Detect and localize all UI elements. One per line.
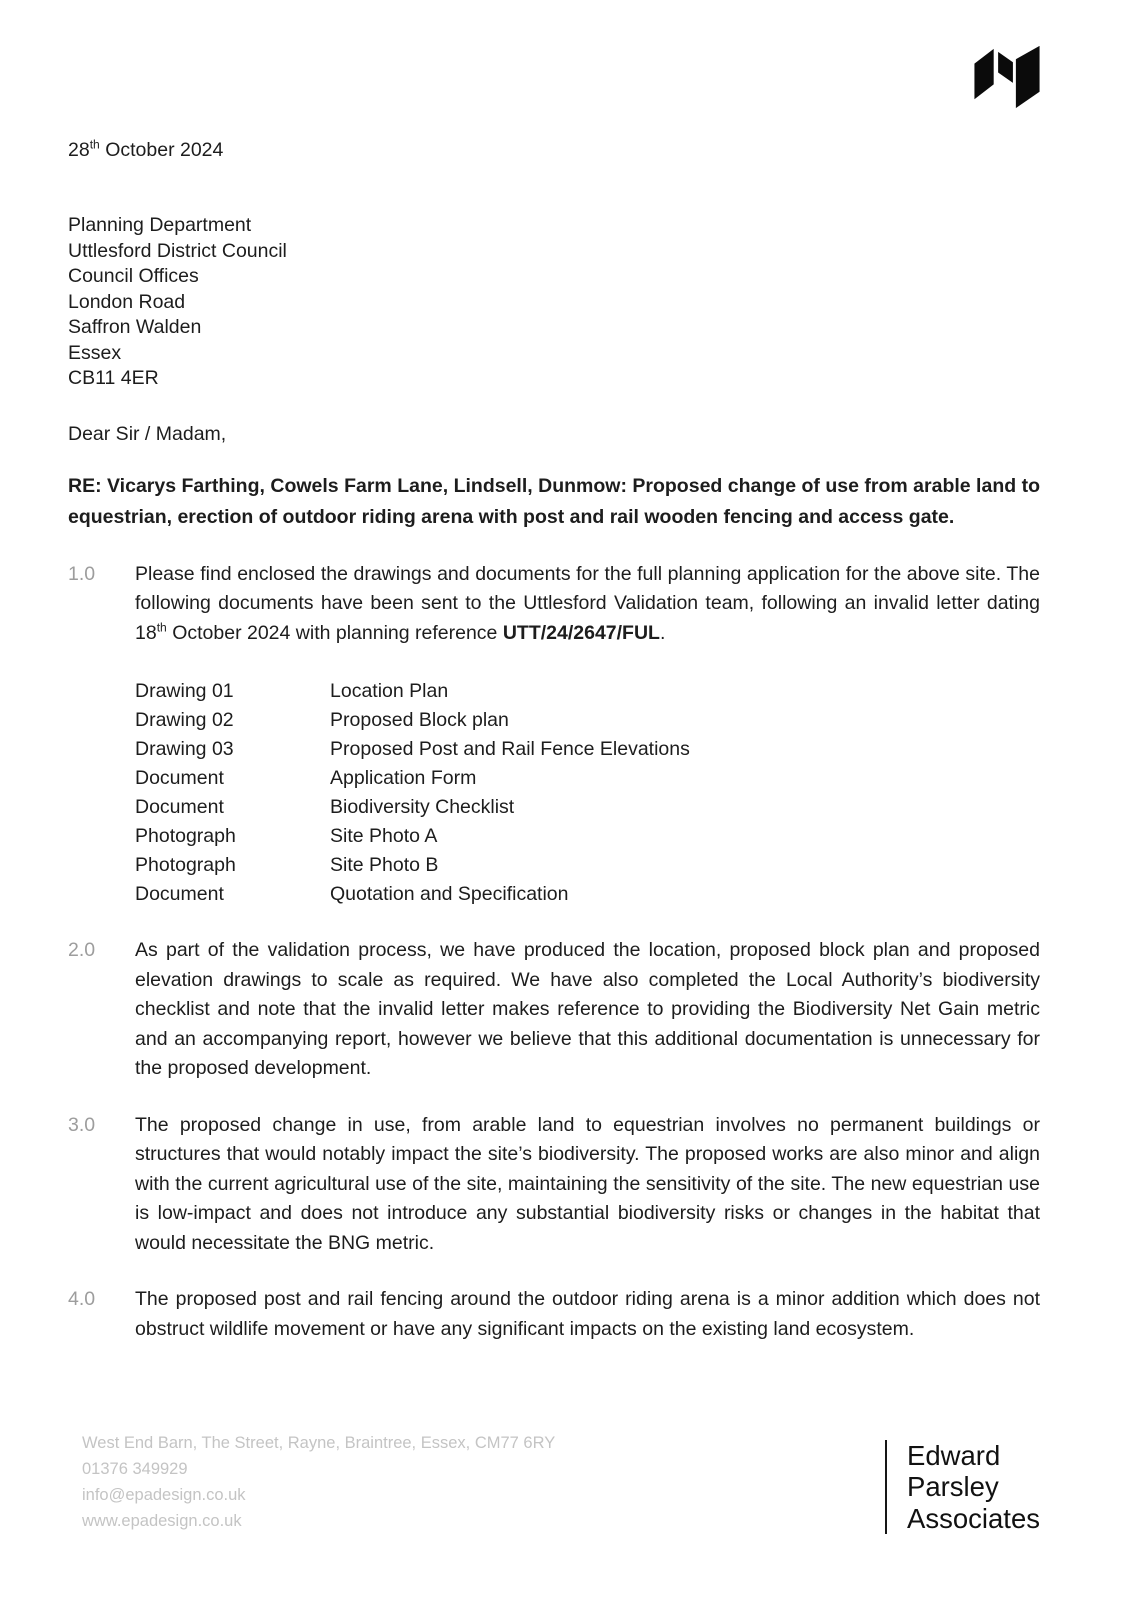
enclosure-type: Document	[135, 796, 224, 818]
enclosure-title: Biodiversity Checklist	[330, 796, 515, 818]
date-ordinal-suffix: th	[89, 137, 100, 152]
company-name-line: Parsley	[907, 1471, 999, 1502]
enclosure-list	[135, 677, 1040, 909]
para1-ordinal-suffix: th	[156, 620, 167, 634]
letter-date	[68, 136, 1040, 165]
paragraph-text	[135, 560, 1040, 649]
enclosure-title: Proposed Post and Rail Fence Elevations	[330, 738, 690, 760]
paragraph-number: 3.0	[68, 1113, 96, 1136]
enclosure-row	[135, 764, 1040, 793]
address-line: Planning Department	[68, 214, 252, 236]
enclosure-type: Document	[135, 883, 224, 905]
enclosure-row	[135, 851, 1040, 880]
contact-address: West End Barn, The Street, Rayne, Braintree, Essex, CM77 6RY	[82, 1434, 556, 1452]
company-logo-icon	[970, 40, 1044, 114]
paragraph-1	[68, 560, 1040, 649]
company-name	[885, 1440, 1040, 1535]
enclosure-type: Drawing 02	[135, 709, 234, 731]
contact-email: info@epadesign.co.uk	[82, 1486, 246, 1504]
salutation: Dear Sir / Madam,	[68, 422, 227, 445]
subject-line: RE: Vicarys Farthing, Cowels Farm Lane, Lindsell, Dunmow: Proposed change of use from arable land to equestrian, erection of outdoor riding arena with post and rail wooden fencing and access gate.	[68, 474, 1040, 528]
para1-part1: Please find enclosed the drawings and documents for the full planning application for the above site. The following documents have been sent to the Uttlesford Validation team, following an invalid letter dating 18	[135, 562, 1040, 644]
enclosure-row	[135, 793, 1040, 822]
paragraph-3	[68, 1111, 1040, 1259]
enclosure-type: Photograph	[135, 854, 236, 876]
enclosure-type: Drawing 01	[135, 680, 234, 702]
address-line: Saffron Walden	[68, 316, 202, 338]
enclosure-row	[135, 735, 1040, 764]
contact-website: www.epadesign.co.uk	[82, 1512, 242, 1530]
paragraph-number: 1.0	[68, 562, 96, 585]
paragraph-text: As part of the validation process, we have produced the location, proposed block plan and proposed elevation drawings to scale as required. We have also completed the Local Authority’s biodiversity checklist and note that the invalid letter makes reference to providing the Biodiversity Net Gain metric and an accompanying report, however we believe that this additional documentation is unnecessary for the proposed development.	[135, 939, 1040, 1079]
paragraph-text: The proposed post and rail fencing around the outdoor riding arena is a minor addition which does not obstruct wildlife movement or have any significant impacts on the existing land ecosystem.	[135, 1288, 1040, 1340]
enclosure-type: Document	[135, 767, 224, 789]
paragraph-number: 4.0	[68, 1288, 96, 1310]
enclosure-row	[135, 822, 1040, 851]
enclosure-type: Photograph	[135, 825, 236, 847]
paragraph-number: 2.0	[68, 939, 96, 961]
contact-info	[68, 1430, 555, 1534]
recipient-address	[68, 213, 1040, 392]
enclosure-title: Site Photo B	[330, 854, 439, 876]
company-name-line: Associates	[907, 1502, 1040, 1534]
para1-part3: .	[659, 621, 666, 644]
address-line: CB11 4ER	[68, 367, 159, 389]
letter-footer	[68, 1430, 1040, 1534]
enclosure-title: Quotation and Specification	[330, 883, 569, 905]
address-line: Essex	[68, 341, 122, 364]
address-line: Council Offices	[68, 265, 199, 287]
contact-phone: 01376 349929	[82, 1460, 188, 1478]
enclosure-type: Drawing 03	[135, 738, 234, 760]
date-month-year: October 2024	[99, 139, 224, 161]
paragraph-2	[68, 936, 1040, 1084]
enclosure-title: Site Photo A	[330, 825, 438, 847]
company-name-line: Edward	[907, 1439, 1001, 1471]
address-line: Uttlesford District Council	[68, 239, 287, 262]
enclosure-title: Application Form	[330, 767, 477, 789]
enclosure-row	[135, 677, 1040, 706]
planning-reference: UTT/24/2647/FUL	[502, 621, 660, 644]
date-day: 28	[68, 139, 90, 161]
paragraph-text: The proposed change in use, from arable land to equestrian involves no permanent buildings or structures that would notably impact the site’s biodiversity. The proposed works are also minor and align with the current agricultural use of the site, maintaining the sensitivity of the site. The new equestrian use is low-impact and does not introduce any substantial biodiversity risks or changes in the habitat that would necessitate the BNG metric.	[135, 1113, 1040, 1254]
address-line: London Road	[68, 290, 186, 313]
paragraph-4	[68, 1285, 1040, 1344]
enclosure-row	[135, 880, 1040, 909]
enclosure-title: Proposed Block plan	[330, 709, 509, 731]
enclosure-row	[135, 706, 1040, 735]
para1-part2: October 2024 with planning reference	[166, 621, 503, 644]
enclosure-title: Location Plan	[330, 680, 449, 702]
